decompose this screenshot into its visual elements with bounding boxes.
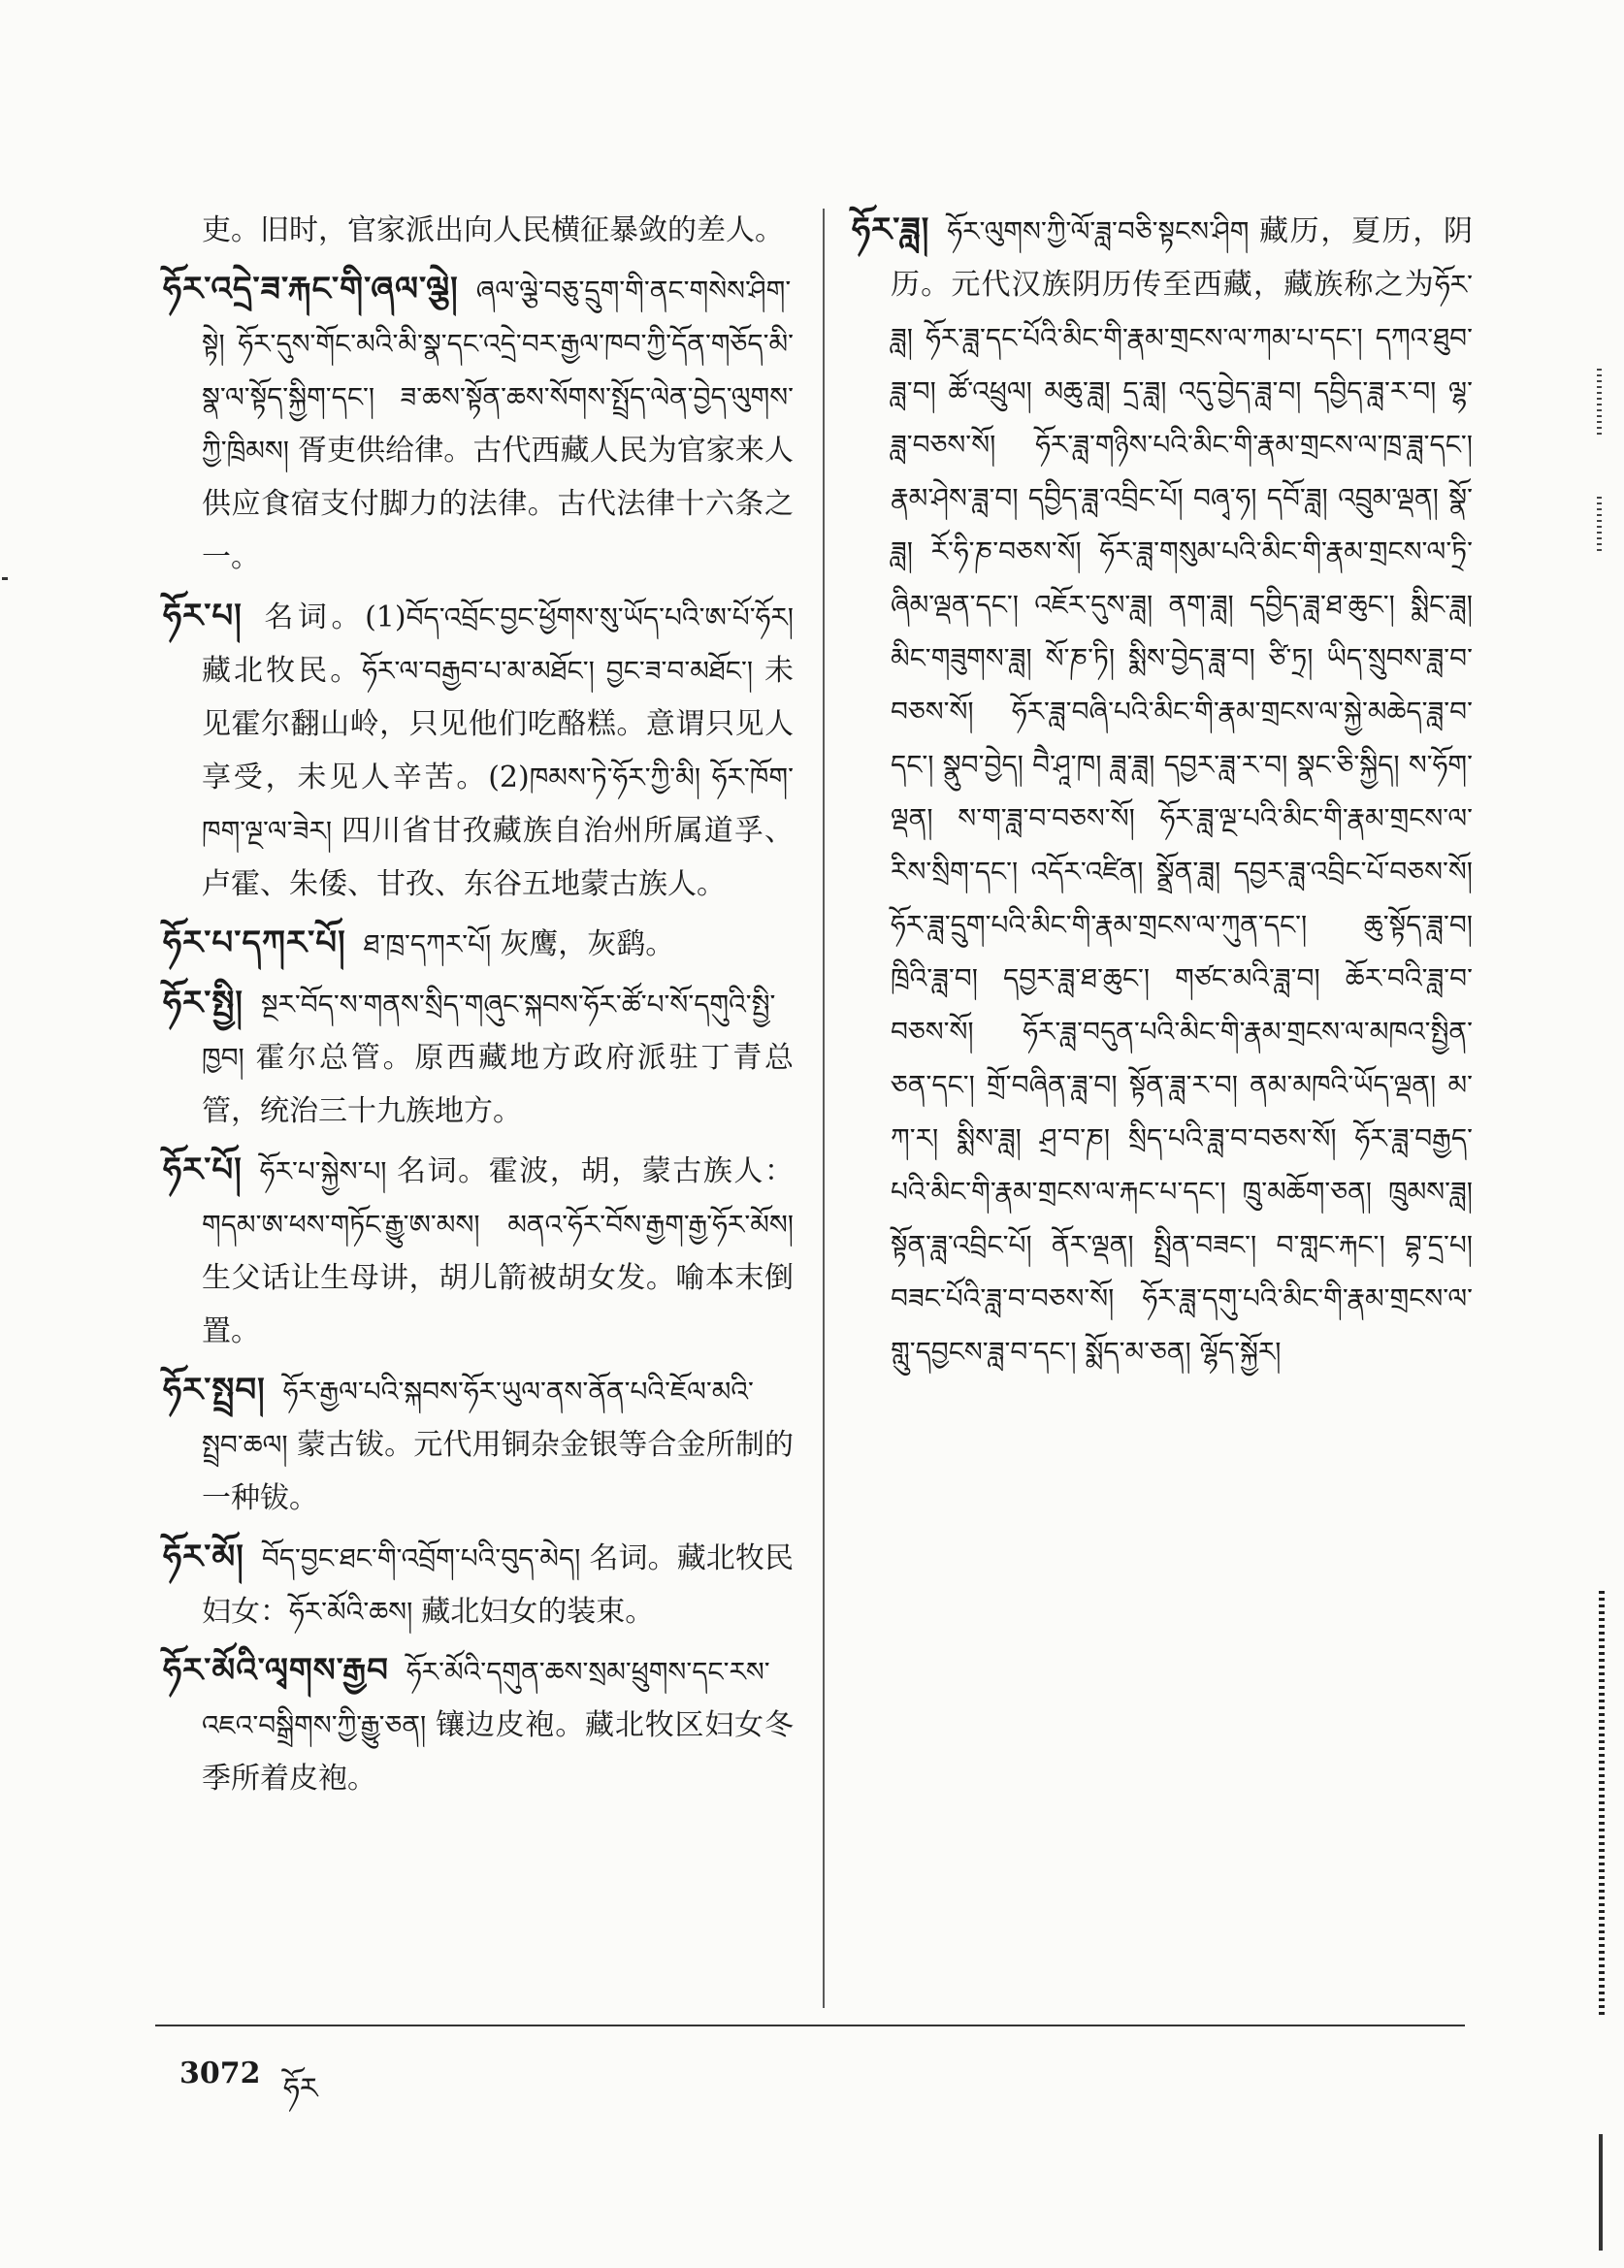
footer-rule — [155, 2025, 1465, 2026]
margin-mark — [1597, 497, 1602, 555]
entry-text — [163, 590, 794, 911]
dictionary-entry — [163, 263, 794, 584]
dictionary-entry — [163, 1144, 794, 1358]
entry-text — [163, 917, 794, 971]
entry-body: ཧོར་པ་སྐྱེས་པ། 名词。霍波，胡，蒙古族人：གདམ་ཨ་ཕས་གཏོང་རྒྱུ་ཨ་མས། མནའ་ཧོར་བོས་རྒྱག་རྒྱ་ཧོར་མོས། 生父话让生母讲，胡儿箭被胡女发。喻本末倒置。 — [202, 1154, 794, 1348]
dictionary-entry — [163, 977, 794, 1138]
entry-body: ཐ་ཁྲ་དཀར་པོ། 灰鹰，灰鹞。 — [363, 927, 675, 961]
entry-text — [163, 1531, 794, 1638]
dictionary-entry — [163, 1644, 794, 1805]
entry-text — [852, 204, 1473, 1378]
right-column — [852, 204, 1473, 1384]
entry-body: ཞལ་ལྕེ་བཅུ་དྲུག་གི་ནང་གསེས་ཤིག་སྟེ། ཧོར་དུས་གོང་མའི་མི་སྣ་དང་འདྲེ་བར་རྒྱལ་ཁབ་ཀྱི་དོན་གཅོད་མི་སྣ་ལ་སྟོད་སྐྱིག་དང་། ཟ་ཆས་སྟོན་ཆས་སོགས་སྤྲོད་ལེན་བྱེད་ལུགས་ཀྱི་ཁྲིམས། 胥吏供给律。古代西藏人民为官家来人供应食宿支付脚力的法律。古代法律十六条之一。 — [202, 275, 794, 574]
dictionary-entry — [852, 204, 1473, 1378]
dictionary-entry — [163, 917, 794, 971]
margin-mark — [1599, 1591, 1605, 2018]
entry-text — [163, 204, 794, 257]
entry-headword: ཧོར་པ། — [163, 597, 243, 635]
entry-text — [163, 1644, 794, 1805]
margin-mark — [1597, 369, 1602, 437]
dictionary-entry — [163, 204, 794, 257]
margin-mark — [2, 577, 8, 580]
entry-text — [163, 977, 794, 1138]
left-column — [163, 204, 794, 1811]
entry-text — [163, 1144, 794, 1358]
entry-headword: ཧོར་སྤྲབ། — [163, 1371, 266, 1409]
running-head: ཧོར — [283, 2072, 318, 2106]
entry-headword: ཧོར་པོ། — [163, 1150, 243, 1189]
dictionary-entry — [163, 1531, 794, 1638]
entry-body: བོད་བྱང་ཐང་གི་འབྲོག་པའི་བུད་མེད། 名词。藏北牧民妇女：ཧོར་མོའི་ཆས། 藏北妇女的装束。 — [202, 1541, 795, 1629]
entry-headword: ཧོར་མོའི་ལྭགས་རྒྱབ — [163, 1651, 389, 1690]
dictionary-entry — [163, 1364, 794, 1525]
entry-body: ཧོར་རྒྱལ་པའི་སྐབས་ཧོར་ཡུལ་ནས་ནོན་པའི་ཇོལ་མའི་སྤྲབ་ཆལ། 蒙古钹。元代用铜杂金银等合金所制的一种钹。 — [202, 1376, 794, 1515]
entry-headword: ཧོར་སྤྱི། — [163, 984, 244, 1022]
entry-body: སྔར་བོད་ས་གནས་སྲིད་གཞུང་སྐབས་ཧོར་ཚོ་པ་སོ་དགུའི་སྤྱི་ཁྱབ། 霍尔总管。原西藏地方政府派驻丁青总管，统治三十九族地方。 — [202, 988, 794, 1128]
entry-headword: ཧོར་མོ། — [163, 1538, 244, 1576]
entry-text — [163, 1364, 794, 1525]
column-divider — [823, 209, 825, 2008]
entry-body: 名词。(1)བོད་འབྲོང་བྱང་ཕྱོགས་སུ་ཡོད་པའི་ཨ་པོ་ཧོར། 藏北牧民。ཧོར་ལ་བརྒྱབ་པ་མ་མཐོང་། བྱང་ཟ་བ་མཐོང་། 未见霍尔翻山岭，只见他们吃酪糕。意谓只见人享受，未见人辛苦。(2)ཁམས་ཏེ་ཧོར་ཀྱི་མི། ཧོར་ཁོག་ཁག་ལྔ་ལ་ཟེར། 四川省甘孜藏族自治州所属道孚、卢霍、朱倭、甘孜、东谷五地蒙古族人。 — [202, 600, 795, 901]
entry-body: ཧོར་ལུགས་ཀྱི་ལོ་ཟླ་བཅི་སྟངས་ཤིག 藏历，夏历，阴历。元代汉族阴历传至西藏，藏族称之为ཧོར་ཟླ། ཧོར་ཟླ་དང་པོའི་མིང་གི་རྣམ་གྲངས་ལ་ཀམ་པ་དང་། དཀའ་ཐུབ་ཟླ་བ། ཚོ་འཕྲུལ། མཆུ་ཟླ། དྲ་ཟླ། འདུ་བྱེད་ཟླ་བ། དབྱིད་ཟླ་ར་བ། ལྷ་ཟླ་བཅས་སོ། ཧོར་ཟླ་གཉིས་པའི་མིང་གི་རྣམ་གྲངས་ལ་ཁྲ་ཟླ་དང་། རྣམ་ཤེས་ཟླ་བ། དབྱིད་ཟླ་འབྲིང་པོ། བཞྭ་ཧ། དབོ་ཟླ། འབྲུམ་ལྡན། སྣོ་ཟླ། ཪོ་ཧི་ཎ་བཅས་སོ། ཧོར་ཟླ་གསུམ་པའི་མིང་གི་རྣམ་གྲངས་ལ་ཏྲི་ཞིམ་ལྡན་དང་། འཇོར་དུས་ཟླ། ནག་ཟླ། དབྱིད་ཟླ་ཐ་ཆུང་། སྨིང་ཟླ། མིང་གཟུགས་ཟླ། སོ་ཎ་ཏི། སྨིས་བྱེད་ཟླ་བ། ཙི་ཏྲ། ཡིད་སྲུབས་ཟླ་བ་བཅས་སོ། ཧོར་ཟླ་བཞི་པའི་མིང་གི་རྣམ་གྲངས་ལ་སྐྱེ་མཆེད་ཟླ་བ་དང་། སྣུབ་བྱེད། བཻ་ཤཱ་ཁ། ཟླ་ཟླ། དབྱར་ཟླ་ར་བ། སྣང་ཅི་སྐྱིད། ས་ཧོག་ལྡན། ས་ག་ཟླ་བ་བཅས་སོ། ཧོར་ཟླ་ལྔ་པའི་མིང་གི་རྣམ་གྲངས་ལ་རིས་སྲིག་དང་། འདོར་འཛིན། སྣྲོན་ཟླ། དབྱར་ཟླ་འབྲིང་པོ་བཅས་སོ། ཧོར་ཟླ་དྲུག་པའི་མིང་གི་རྣམ་གྲངས་ལ་ཀུན་དང་། ཆུ་སྟོད་ཟླ་བ། ཁྲིའི་ཟླ་བ། དབྱར་ཟླ་ཐ་ཆུང་། གཙང་མའི་ཟླ་བ། ཆོར་བའི་ཟླ་བ་བཅས་སོ། ཧོར་ཟླ་བདུན་པའི་མིང་གི་རྣམ་གྲངས་ལ་མཁའ་སྤྱིན་ཅན་དང་། གྲོ་བཞིན་ཟླ་བ། སྟོན་ཟླ་ར་བ། ནམ་མཁའི་ཡོད་ལྡན། མ་ཀ་ར། སྨིས་ཟླ། ཤྲ་བ་ཎ། སྲིད་པའི་ཟླ་བ་བཅས་སོ། ཧོར་ཟླ་བརྒྱད་པའི་མིང་གི་རྣམ་གྲངས་ལ་རྐང་པ་དང་། ཁྲུ་མཆོག་ཅན། ཁྲུམས་ཟླ། སྟོན་ཟླ་འབྲིང་པོ། ནོར་ལྡན། སྤྲིན་བཟང་། བ་གླང་རྐང་། བྷ་དྲ་པ། བཟང་པོའི་ཟླ་བ་བཅས་སོ། ཧོར་ཟླ་དགུ་པའི་མིང་གི་རྣམ་གྲངས་ལ་གླུ་དབྱངས་ཟླ་བ་དང་། སྨོད་མ་ཅན། ལྷོད་སྐྱོར། — [891, 214, 1473, 1368]
dictionary-entry — [163, 590, 794, 911]
page-number: 3072 — [179, 2057, 261, 2090]
entry-headword: ཧོར་པ་དཀར་པོ། — [163, 923, 346, 962]
margin-mark — [1599, 2134, 1603, 2251]
entry-body: 吏。旧时，官家派出向人民横征暴敛的差人。 — [202, 213, 784, 247]
entry-body: ཧོར་མོའི་དགུན་ཆས་སྲམ་ཕྲུགས་དང་རས་འཇའ་བསྒྲིགས་ཀྱི་རྒྱུ་ཅན། 镶边皮袍。藏北牧区妇女冬季所着皮袍。 — [202, 1656, 794, 1796]
entry-headword: ཧོར་འདྲེ་ཟ་རྐང་གི་ཞལ་ལྕེ། — [163, 270, 459, 308]
entry-headword: ཧོར་ཟླ། — [852, 211, 930, 249]
entry-text — [163, 263, 794, 584]
